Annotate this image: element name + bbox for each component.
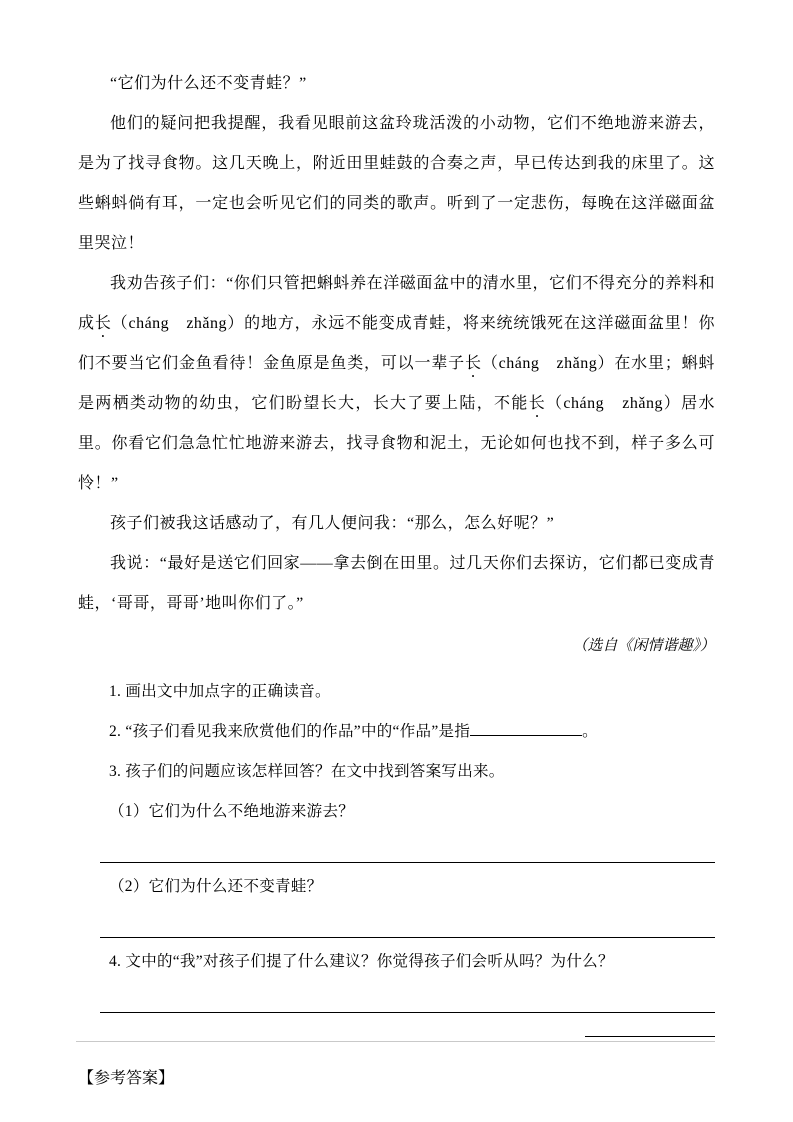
page-break-rule <box>76 1041 715 1042</box>
emphasized-character: 长 <box>528 395 547 412</box>
reference-answers-heading: 【参考答案】 <box>78 1070 175 1087</box>
paragraph-text: 我劝告孩子们：“你们只管把蝌蚪养在洋磁面盆中的清水里，它们不得充分的养料和成 <box>78 275 715 332</box>
paragraph-text: （cháng zhǎng）的地方，永远不能变成青蛙，将来统统饿死在这洋磁面盆里！你们不要当它们金鱼看待！金鱼原是鱼类，可以一辈子 <box>78 315 715 372</box>
answer-line-short[interactable] <box>585 1036 715 1037</box>
answer-line[interactable] <box>100 937 715 938</box>
question-3-sub-2: （2）它们为什么还不变青蛙？ <box>109 878 323 895</box>
emphasized-character: 长 <box>464 355 482 372</box>
questions-section <box>78 672 715 1013</box>
question-3: 3. 孩子们的问题应该怎样回答？在文中找到答案写出来。 <box>109 763 505 780</box>
section-divider <box>78 1035 715 1045</box>
paragraph-text: （cháng zhǎng）居水里。你看它们急急忙忙地游来游去，找寻食物和泥土，无论如何也找不到，样子多么可怜！” <box>78 395 715 492</box>
question-3-sub-1: （1）它们为什么不绝地游来游去？ <box>109 803 355 820</box>
article-paragraph-3 <box>78 264 715 504</box>
article-paragraph-1: “它们为什么还不变青蛙？” <box>110 75 307 92</box>
question-2 <box>78 712 715 752</box>
article-paragraph-5: 我说：“最好是送它们回家——拿去倒在田里。过几天你们去探访，它们都已变成青蛙，‘哥哥，哥哥’地叫你们了。” <box>78 555 715 612</box>
article-paragraph-4: 孩子们被我这话感动了，有几人便问我：“那么，怎么好呢？” <box>110 515 555 532</box>
question-2-text: 2. “孩子们看见我来欣赏他们的作品”中的“作品”是指 <box>109 723 471 740</box>
emphasized-character: 长 <box>94 315 112 332</box>
article-section <box>78 64 715 666</box>
question-1: 1. 画出文中加点字的正确读音。 <box>109 683 331 700</box>
question-4: 4. 文中的“我”对孩子们提了什么建议？你觉得孩子们会听从吗？为什么？ <box>109 953 614 970</box>
article-paragraph-2: 他们的疑问把我提醒，我看见眼前这盆玲珑活泼的小动物，它们不绝地游来游去，是为了找寻食物。这几天晚上，附近田里蛙鼓的合奏之声，早已传达到我的床里了。这些蝌蚪倘有耳，一定也会听见它们的同类的歌声。听到了一定悲伤，每晚在这洋磁面盆里哭泣！ <box>78 115 715 252</box>
fill-in-blank[interactable] <box>470 735 582 736</box>
answer-line[interactable] <box>100 862 715 863</box>
answer-line[interactable] <box>100 1012 715 1013</box>
paragraph-text: （cháng zhǎng）在水里；蝌蚪是两栖类动物的幼虫，它们盼望长大，长大了要上陆，不能 <box>78 355 715 412</box>
source-attribution: （选自《闲情谐趣》） <box>572 638 715 654</box>
question-2-period: 。 <box>582 723 598 740</box>
